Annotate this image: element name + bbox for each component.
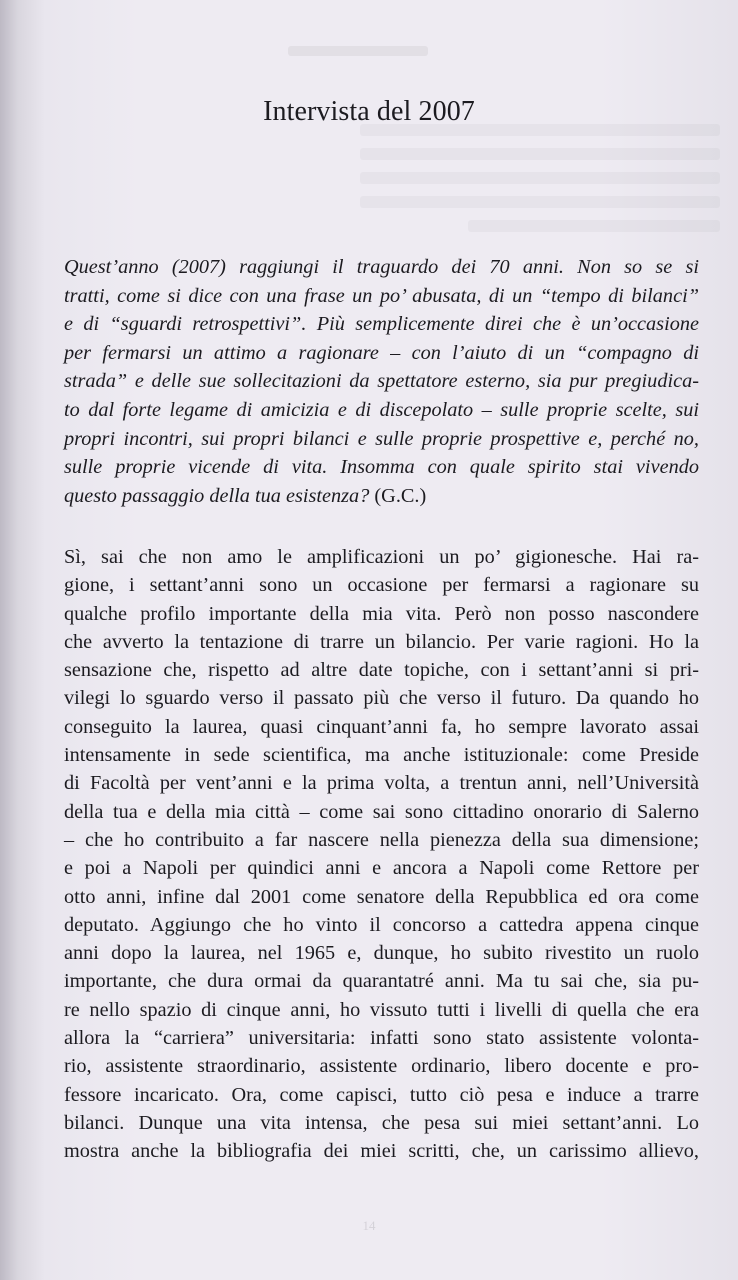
running-head-bleedthrough [288,46,428,56]
answer-line: di Facoltà per vent’anni e la prima volta, a trentun anni, nell’Università [64,772,699,795]
answer-line: gione, i settant’anni sono un occasione per fermarsi a ragionare su [64,574,699,597]
answer-line: vilegi lo sguardo verso il passato più che verso il futuro. Da quando ho [64,687,699,710]
answer-line: che avverto la tentazione di trarre un bilancio. Per varie ragioni. Ho la [64,630,699,653]
answer-line: deputato. Aggiungo che ho vinto il concorso a cattedra appena cinque [64,913,699,936]
question-text: questo passaggio della tua esistenza? [64,484,370,507]
answer-line: – che ho contribuito a far nascere nella pienezza della sua dimensione; [64,828,699,851]
answer-line: intensamente in sede scientifica, ma anche istituzionale: come Preside [64,744,699,767]
answer-line: Sì, sai che non amo le amplificazioni un po’ gigionesche. Hai ra- [64,546,699,568]
interviewer-signature: (G.C.) [374,484,427,507]
question-line: e di “sguardi retrospettivi”. Più semplicemente direi che è un’occasione [64,313,699,336]
bleed-through-text [360,118,720,244]
answer-line: rio, assistente straordinario, assistente ordinario, libero docente e pro- [64,1055,699,1078]
interview-answer [64,543,699,1166]
interview-question [64,253,699,510]
question-line-last [64,482,699,511]
page-title: Intervista del 2007 [263,96,475,127]
answer-line: qualche profilo importante della mia vita. Però non posso nascondere [64,602,699,625]
question-line: tratti, come si dice con una frase un po’ abusata, di un “tempo di bilanci” [64,284,699,307]
question-line: sulle proprie vicende di vita. Insomma con quale spirito stai vivendo [64,456,699,479]
page-number: 14 [362,1218,376,1233]
answer-line: fessore incaricato. Ora, come capisci, tutto ciò pesa e induce a trarre [64,1083,699,1106]
answer-line: della tua e della mia città – come sai sono cittadino onorario di Salerno [64,800,699,823]
answer-line: mostra anche la bibliografia dei miei scritti, che, un carissimo allievo, [64,1140,699,1163]
answer-line: importante, che dura ormai da quarantatré anni. Ma tu sai che, sia pu- [64,970,699,993]
question-line: to dal forte legame di amicizia e di discepolato – sulle proprie scelte, sui [64,398,699,421]
question-line: strada” e delle sue sollecitazioni da spettatore esterno, sia pur pregiudica- [64,370,699,393]
question-line: propri incontri, sui propri bilanci e sulle proprie prospettive e, perché no, [64,427,699,450]
answer-line: bilanci. Dunque una vita intensa, che pesa sui miei settant’anni. Lo [64,1111,699,1134]
answer-line: sensazione che, rispetto ad altre date topiche, con i settant’anni si pri- [64,659,699,682]
answer-line: e poi a Napoli per quindici anni e ancora a Napoli come Rettore per [64,857,699,880]
answer-line: otto anni, infine dal 2001 come senatore della Repubblica ed ora come [64,885,699,908]
question-line: per fermarsi un attimo a ragionare – con l’aiuto di un “compagno di [64,341,699,364]
question-line: Quest’anno (2007) raggiungi il traguardo dei 70 anni. Non so se si [64,256,699,278]
answer-line: conseguito la laurea, quasi cinquant’anni fa, ho sempre lavorato assai [64,715,699,738]
answer-line: re nello spazio di cinque anni, ho vissuto tutti i livelli di quella che era [64,998,699,1021]
answer-line: allora la “carriera” universitaria: infatti sono stato assistente volonta- [64,1027,699,1050]
answer-line: anni dopo la laurea, nel 1965 e, dunque, ho subito rivestito un ruolo [64,942,699,965]
